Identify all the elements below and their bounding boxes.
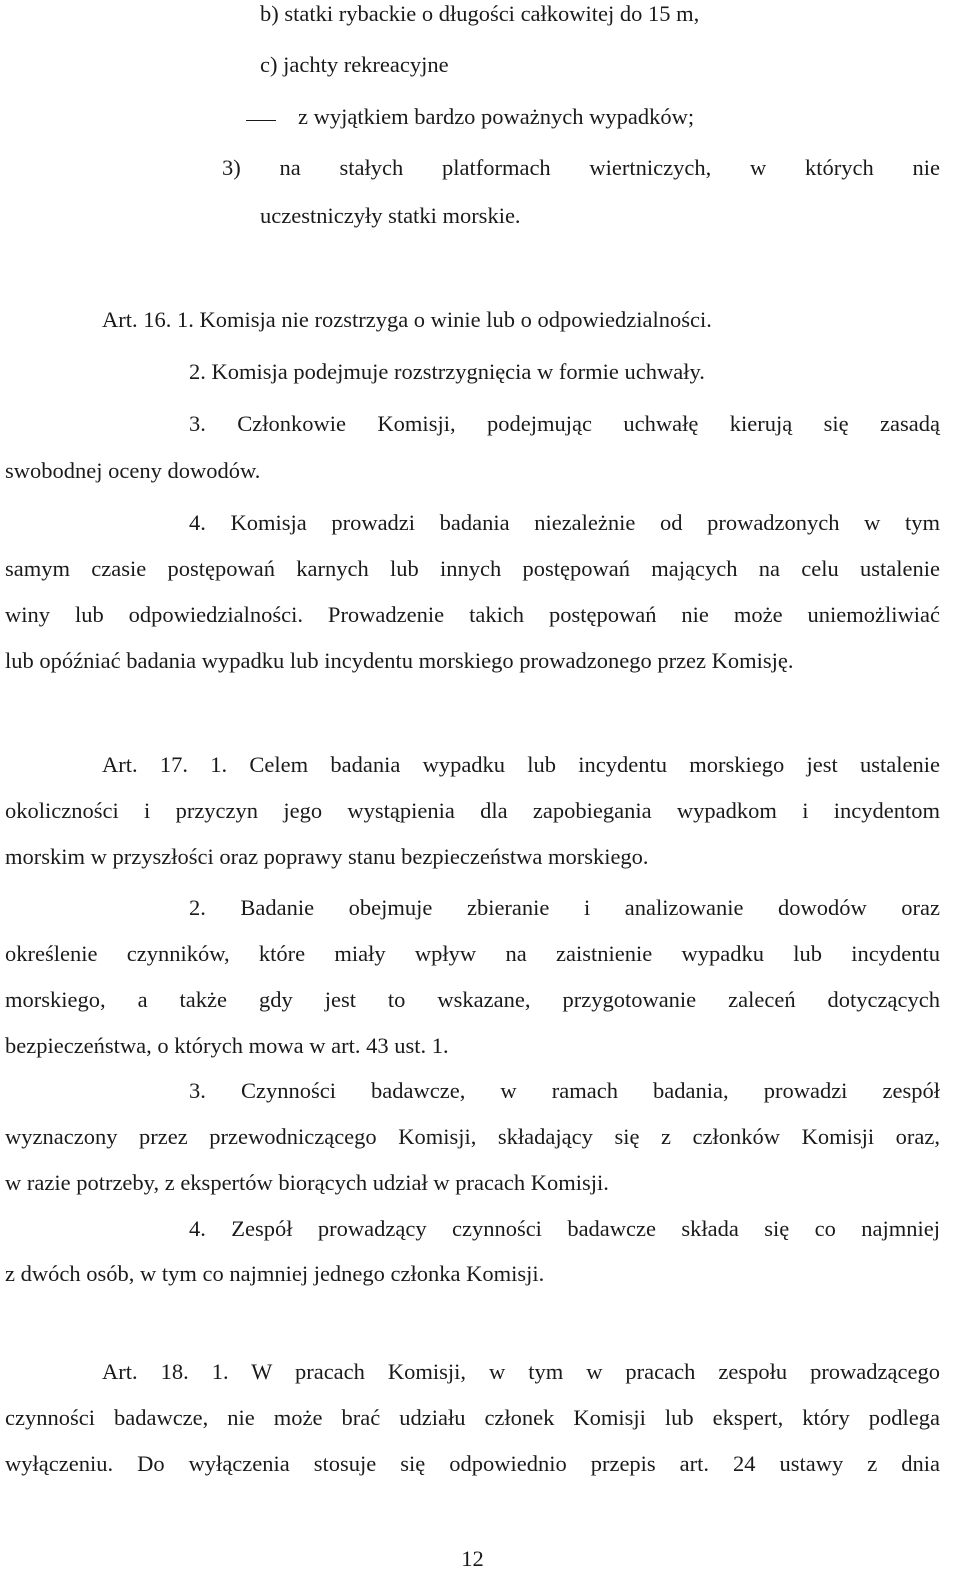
list-item-3-continuation: uczestniczyły statki morskie. [260, 203, 521, 228]
art17-paragraph-2-line-2: określenie czynników, które miały wpływ na zaistnienie wypadku lub incydentu [5, 941, 940, 966]
art17-paragraph-3-line-2: wyznaczony przez przewodniczącego Komisji, składający się z członków Komisji oraz, [5, 1124, 940, 1149]
art17-paragraph-3: 3. Czynności badawcze, w ramach badania, prowadzi zespół [189, 1078, 940, 1103]
art16-paragraph-3: 3. Członkowie Komisji, podejmując uchwałę kierują się zasadą [189, 411, 940, 436]
art17-paragraph-4: 4. Zespół prowadzący czynności badawcze składa się co najmniej [189, 1216, 940, 1241]
list-item-3: 3) na stałych platformach wiertniczych, w których nie [222, 155, 940, 180]
art17-paragraph-3-line-3: w razie potrzeby, z ekspertów biorących udział w pracach Komisji. [5, 1170, 609, 1195]
art18-paragraph-1-line-3: wyłączeniu. Do wyłączenia stosuje się odpowiednio przepis art. 24 ustawy z dnia [5, 1451, 940, 1476]
art17-paragraph-2: 2. Badanie obejmuje zbieranie i analizowanie dowodów oraz [189, 895, 940, 920]
art16-paragraph-4-line-3: winy lub odpowiedzialności. Prowadzenie takich postępowań nie może uniemożliwiać [5, 602, 940, 627]
art16-paragraph-3-continuation: swobodnej oceny dowodów. [5, 458, 261, 483]
art17-paragraph-1-line-2: okoliczności i przyczyn jego wystąpienia dla zapobiegania wypadkom i incydentom [5, 798, 940, 823]
dash-line: z wyjątkiem bardzo poważnych wypadków; [298, 104, 695, 129]
list-item-b: b) statki rybackie o długości całkowitej do 15 m, [260, 1, 700, 26]
list-item-c: c) jachty rekreacyjne [260, 52, 449, 77]
art16-paragraph-4-line-4: lub opóźniać badania wypadku lub incydentu morskiego prowadzonego przez Komisję. [5, 648, 794, 673]
art18-paragraph-1: Art. 18. 1. W pracach Komisji, w tym w pracach zespołu prowadzącego [102, 1359, 940, 1384]
art17-paragraph-4-line-2: z dwóch osób, w tym co najmniej jednego członka Komisji. [5, 1261, 545, 1286]
art17-paragraph-2-line-3: morskiego, a także gdy jest to wskazane, przygotowanie zaleceń dotyczących [5, 987, 940, 1012]
dash-mark [246, 120, 276, 121]
art17-paragraph-1: Art. 17. 1. Celem badania wypadku lub incydentu morskiego jest ustalenie [102, 752, 940, 777]
art17-paragraph-1-line-3: morskim w przyszłości oraz poprawy stanu bezpieczeństwa morskiego. [5, 844, 649, 869]
art16-paragraph-2: 2. Komisja podejmuje rozstrzygnięcia w formie uchwały. [189, 359, 705, 384]
art16-paragraph-4: 4. Komisja prowadzi badania niezależnie od prowadzonych w tym [189, 510, 940, 535]
art17-paragraph-2-line-4: bezpieczeństwa, o których mowa w art. 43 ust. 1. [5, 1033, 449, 1058]
art18-paragraph-1-line-2: czynności badawcze, nie może brać udziału członek Komisji lub ekspert, który podlega [5, 1405, 940, 1430]
art16-paragraph-1: Art. 16. 1. Komisja nie rozstrzyga o winie lub o odpowiedzialności. [102, 307, 712, 332]
page-number: 12 [461, 1546, 484, 1571]
art16-paragraph-4-line-2: samym czasie postępowań karnych lub innych postępowań mających na celu ustalenie [5, 556, 940, 581]
